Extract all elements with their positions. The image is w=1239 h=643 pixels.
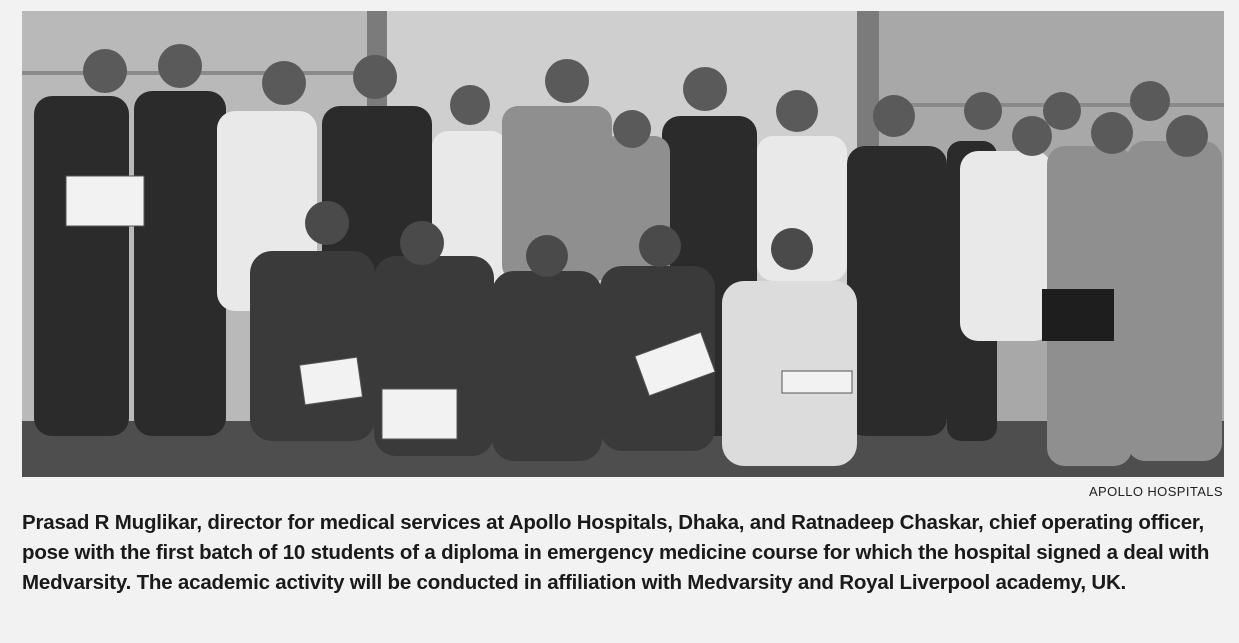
photo-caption: Prasad R Muglikar, director for medical services at Apollo Hospitals, Dhaka, and Ratnadeep Chaskar, chief operating officer, pose with the first batch of 10 students of a diploma in emergency medicine course for which the hospital signed a deal with Medvarsity. The academic activity will be conducted in affiliation with Medvarsity and Royal Liverpool academy, UK.	[22, 511, 1210, 594]
photo-credit: APOLLO HOSPITALS	[1088, 484, 1223, 499]
group-photo	[22, 11, 1224, 477]
group-photo-illustration	[22, 11, 1224, 477]
